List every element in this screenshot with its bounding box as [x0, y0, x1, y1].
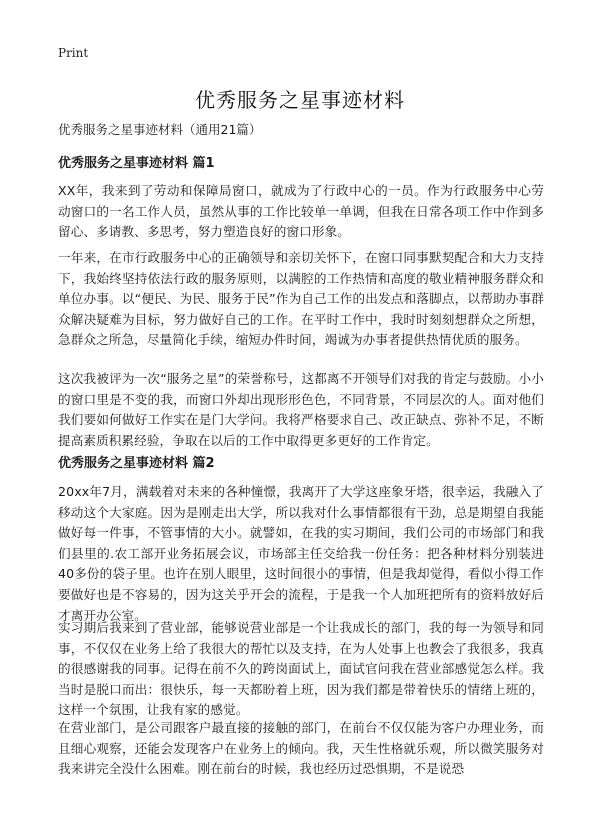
section-2-paragraph-2: 实习期后我来到了营业部，能够说营业部是一个让我成长的部门，我的每一为领导和同事，不仅仅在业务上给了我很大的帮忙以及支持，在为人处事上也教会了我很多，我真的很感谢我的同事。记得在前不久的跨岗面试上，面试官问我在营业部感觉怎么样。我当时是脱口而出：很快乐，每一天都盼着上班，因为我们都是带着快乐的情绪上班的，这样一个氛围，让我有家的感觉。 [58, 620, 544, 718]
section-1-paragraph-3: 这次我被评为一次“服务之星”的荣誉称号，这都离不开领导们对我的肯定与鼓励。小小的窗口里是不变的我，而窗口外却出现形形色色，不同背景，不同层次的人。面对他们我们要如何做好工作实在是门大学问。我将严格要求自己、改正缺点、弥补不足，不断提高素质积累经验，争取在以后的工作中取得更多更好的工作肯定。 [58, 371, 544, 448]
section-1-paragraph-2: 一年来，在市行政服务中心的正确领导和亲切关怀下，在窗口同事默契配合和大力支持下，我始终坚持依法行政的服务原则，以满腔的工作热情和高度的敬业精神服务群众和单位办事。以“便民、为民、服务于民”作为自己工作的出发点和落脚点，以帮助办事群众解决疑难为目标，努力做好自己的工作。在平时工作中，我时时刻刻想群众之所想，急群众之所急，尽量简化手续，缩短办件时间，竭诚为办事者提供热情优质的服务。 [58, 250, 544, 348]
section-1-paragraph-1: XX年，我来到了劳动和保障局窗口，就成为了行政中心的一员。作为行政服务中心劳动窗口的一名工作人员，虽然从事的工作比较单一单调，但我在日常各项工作中作到多留心、多请教、多思考，努力塑造良好的窗口形象。 [58, 183, 544, 240]
section-heading-2: 优秀服务之星事迹材料 篇2 [58, 456, 215, 471]
print-label: Print [58, 46, 89, 60]
section-2-paragraph-3: 在营业部门，是公司跟客户最直接的接触的部门，在前台不仅仅能为客户办理业务，而且细心观察，还能会发现客户在业务上的倾向。我，天生性格就乐观，所以微笑服务对我来讲完全没什么困难。刚在前台的时候，我也经历过恐惧期，不是说恐 [58, 720, 544, 777]
section-2-paragraph-1: 20xx年7月，满载着对未来的各种憧憬，我离开了大学这座象牙塔，很幸运，我融入了移动这个大家庭。因为是刚走出大学，所以我对什么事情都很有干劲，总是期望自我能做好每一件事，不管事情的大小。就譬如，在我的实习期间，我们公司的市场部门和我们县里的.农工部开业务拓展会议，市场部主任交给我一份任务：把各种材料分别装进40多份的袋子里。也许在别人眼里，这时间很小的事情，但是我却觉得，看似小得工作要做好也是不容易的，因为这关乎开会的流程，于是我一个人加班把所有的资料放好后才离开办公室。 [58, 484, 544, 623]
document-title: 优秀服务之星事迹材料 [195, 88, 405, 112]
document-subtitle: 优秀服务之星事迹材料（通用21篇） [58, 122, 262, 137]
section-heading-1: 优秀服务之星事迹材料 篇1 [58, 156, 215, 171]
